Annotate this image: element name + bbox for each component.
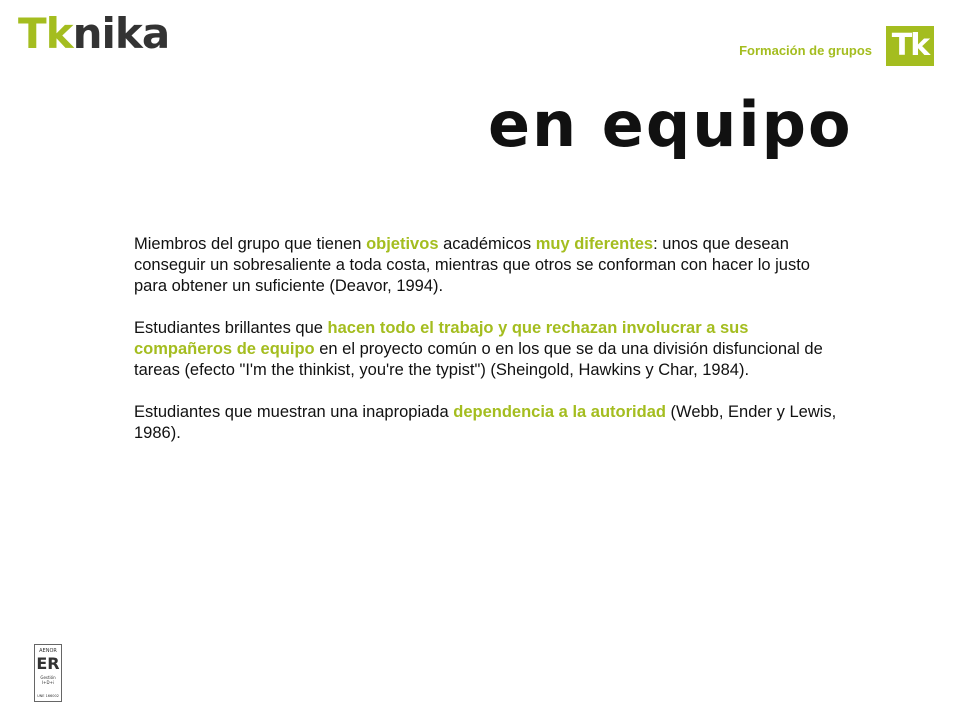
body-text: Miembros del grupo que tienen [134, 235, 367, 253]
slide-title: en equipo [488, 88, 853, 161]
body-text: (Webb, Ender y Lewis, 1986). [134, 403, 837, 442]
body-text: Estudiantes brillantes que [134, 319, 328, 337]
highlighted-phrase: muy diferentes [535, 235, 654, 253]
highlighted-phrase: objetivos [366, 235, 439, 253]
aenor-certification-seal: AENOR ER Gestión I+D+i UNE 166002 [34, 644, 62, 702]
highlighted-phrase: hacen todo el trabajo y que rechazan involucrar a sus compañeros de equipo [134, 319, 749, 358]
body-text: en el proyecto común o en los que se da una división disfuncional de tareas (efecto "I'm the thinkist, you're the typist") (Sheingold, Hawkins y Char, 1984). [134, 340, 823, 379]
body-paragraph [134, 318, 846, 381]
tknika-logo [18, 9, 170, 58]
slide-body [134, 234, 846, 465]
highlighted-phrase: dependencia a la autoridad [453, 403, 666, 421]
tk-badge-logo: Tk [886, 26, 934, 66]
section-label: Formación de grupos [739, 43, 872, 58]
logo-wordmark: Tknika [18, 9, 170, 58]
body-text: Estudiantes que muestran una inapropiada [134, 403, 454, 421]
body-text: académicos [438, 235, 536, 253]
body-paragraph [134, 234, 846, 297]
body-paragraph [134, 402, 846, 444]
body-text: : unos que desean conseguir un sobresaliente a toda costa, mientras que otros se conforman con hacer lo justo para obtener un suficiente (Deavor, 1994). [134, 235, 810, 295]
